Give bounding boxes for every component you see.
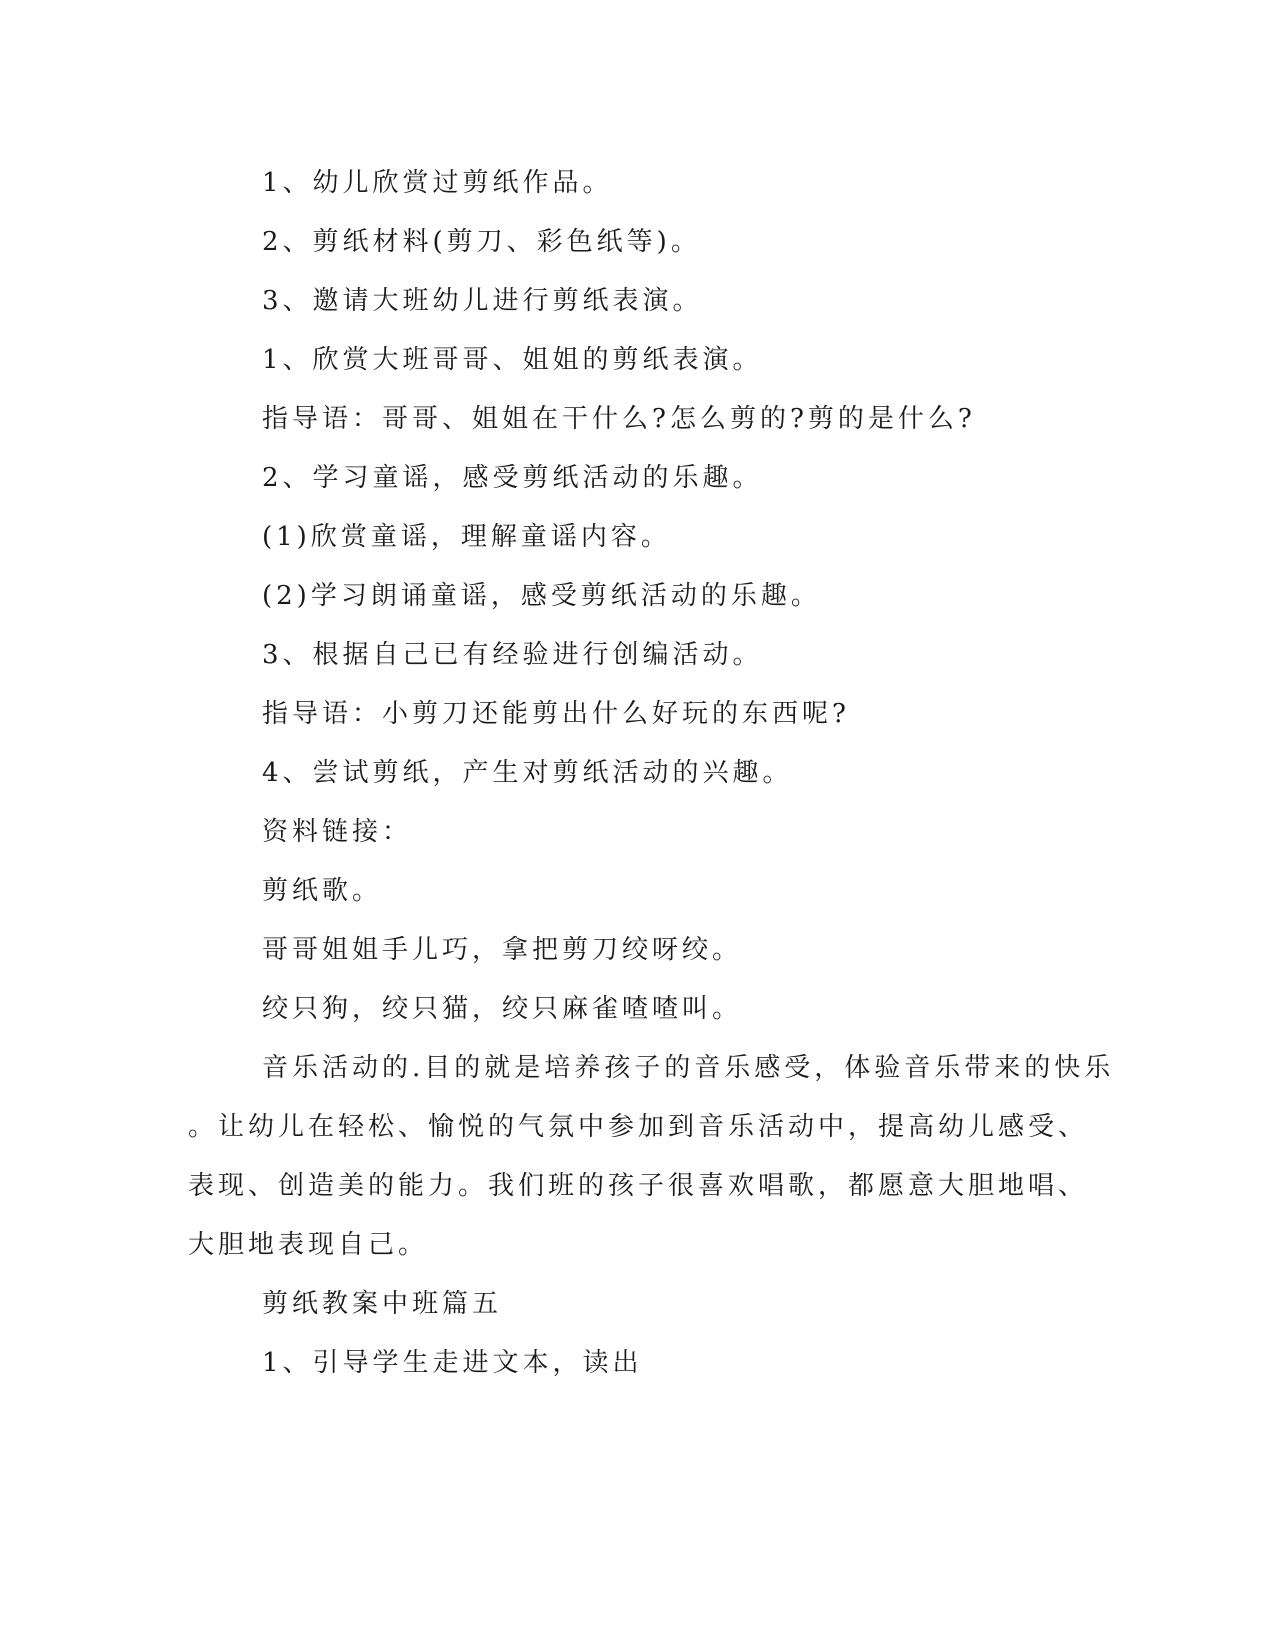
text-line: 资料链接： bbox=[262, 817, 413, 847]
paragraph-line: 音乐活动的.目的就是培养孩子的音乐感受，体验音乐带来的快乐 bbox=[262, 1053, 1115, 1083]
text-line: (2)学习朗诵童谣，感受剪纸活动的乐趣。 bbox=[262, 581, 821, 611]
text-line: 指导语：小剪刀还能剪出什么好玩的东西呢? bbox=[262, 699, 850, 729]
paragraph-line: 。让幼儿在轻松、愉悦的气氛中参加到音乐活动中，提高幼儿感受、 bbox=[188, 1112, 1089, 1142]
text-line: 1、欣赏大班哥哥、姐姐的剪纸表演。 bbox=[262, 345, 763, 375]
section-title: 剪纸教案中班篇五 bbox=[262, 1289, 503, 1319]
text-line: 绞只狗，绞只猫，绞只麻雀喳喳叫。 bbox=[262, 994, 743, 1024]
text-line: (1)欣赏童谣，理解童谣内容。 bbox=[262, 522, 671, 552]
text-line: 剪纸歌。 bbox=[262, 876, 383, 906]
text-line: 哥哥姐姐手儿巧，拿把剪刀绞呀绞。 bbox=[262, 935, 743, 965]
text-line: 指导语：哥哥、姐姐在干什么?怎么剪的?剪的是什么? bbox=[262, 404, 976, 434]
text-line: 3、根据自己已有经验进行创编活动。 bbox=[262, 640, 763, 670]
text-line: 1、幼儿欣赏过剪纸作品。 bbox=[262, 168, 613, 198]
text-line: 3、邀请大班幼儿进行剪纸表演。 bbox=[262, 286, 703, 316]
text-line: 1、引导学生走进文本，读出 bbox=[262, 1348, 643, 1378]
text-line: 2、学习童谣，感受剪纸活动的乐趣。 bbox=[262, 463, 763, 493]
paragraph-line: 表现、创造美的能力。我们班的孩子很喜欢唱歌，都愿意大胆地唱、 bbox=[188, 1171, 1089, 1201]
paragraph-line: 大胆地表现自己。 bbox=[188, 1230, 429, 1260]
text-line: 2、剪纸材料(剪刀、彩色纸等)。 bbox=[262, 227, 701, 257]
text-line: 4、尝试剪纸，产生对剪纸活动的兴趣。 bbox=[262, 758, 793, 788]
